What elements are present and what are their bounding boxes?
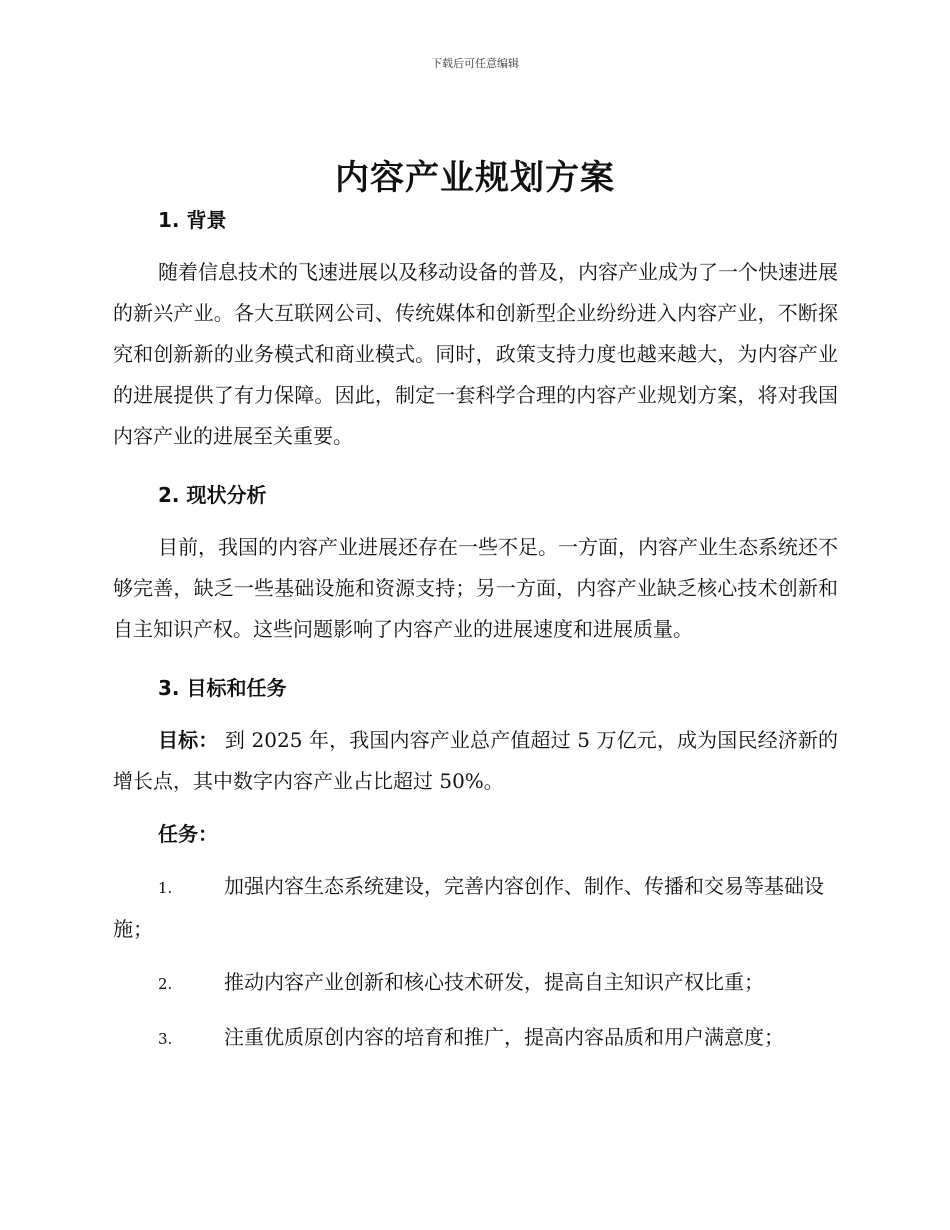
task-text: 注重优质原创内容的培育和推广，提高内容品质和用户满意度； (224, 1025, 784, 1049)
document-body (113, 200, 838, 1060)
header-note: 下载后可任意编辑 (431, 57, 519, 70)
task-item (113, 866, 838, 950)
section-heading-status: 2. 现状分析 (158, 483, 267, 507)
task-number: 3. (158, 1030, 173, 1048)
task-number: 1. (158, 879, 173, 897)
task-text: 推动内容产业创新和核心技术研发，提高自主知识产权比重； (224, 970, 764, 994)
section-heading-goals: 3. 目标和任务 (158, 676, 287, 700)
section-heading-background: 1. 背景 (158, 208, 227, 232)
task-text: 加强内容生态系统建设，完善内容创作、制作、传播和交易等基础设施； (113, 874, 824, 941)
task-number: 2. (158, 975, 173, 993)
task-item (113, 962, 838, 1005)
goal-paragraph (113, 720, 838, 802)
task-item (113, 1017, 838, 1060)
section-paragraph-background: 随着信息技术的飞速进展以及移动设备的普及，内容产业成为了一个快速进展的新兴产业。各大互联网公司、传统媒体和创新型企业纷纷进入内容产业，不断探究和创新新的业务模式和商业模式。同时，政策支持力度也越来越大，为内容产业的进展提供了有力保障。因此，制定一套科学合理的内容产业规划方案，将对我国内容产业的进展至关重要。 (113, 260, 838, 448)
tasks-label: 任务： (158, 822, 218, 846)
section-paragraph-status: 目前，我国的内容产业进展还存在一些不足。一方面，内容产业生态系统还不够完善，缺乏一些基础设施和资源支持；另一方面，内容产业缺乏核心技术创新和自主知识产权。这些问题影响了内容产业的进展速度和进展质量。 (113, 535, 838, 641)
document-title: 内容产业规划方案 (335, 158, 615, 198)
goal-label: 目标： (158, 728, 219, 752)
goal-text: 到 2025 年，我国内容产业总产值超过 5 万亿元，成为国民经济新的增长点，其中数字内容产业占比超过 50%。 (113, 728, 838, 793)
